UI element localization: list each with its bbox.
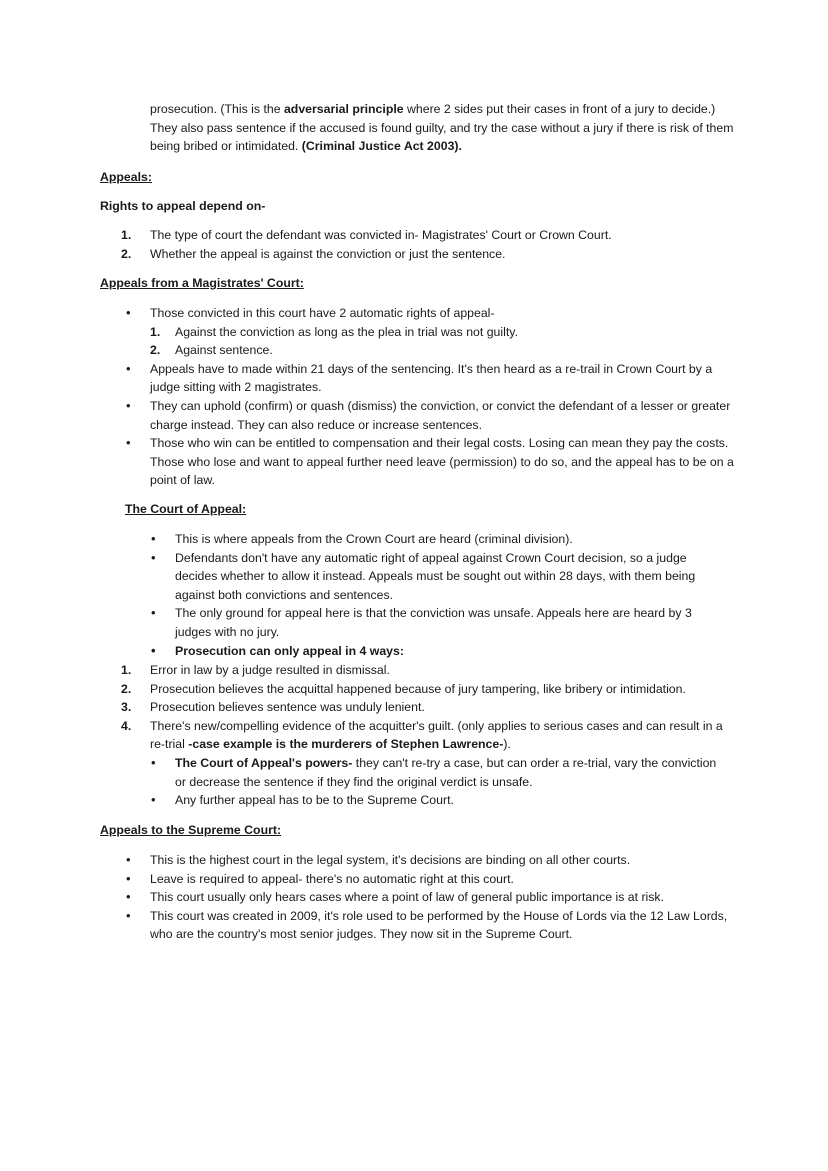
prosecution-ways-list bbox=[121, 661, 735, 754]
list-item: • Any further appeal has to be to the Supreme Court. bbox=[175, 791, 730, 810]
list-item: • The Court of Appeal's powers- they can't re-try a case, but can order a re-trial, vary the conviction or decrease the sentence if they find the original verdict is unsafe. bbox=[175, 754, 730, 791]
court-of-appeal-heading: The Court of Appeal: bbox=[125, 502, 247, 516]
supreme-court-heading: Appeals to the Supreme Court: bbox=[100, 823, 282, 837]
list-item: 2. Against sentence. bbox=[150, 343, 273, 358]
list-item: 2. Prosecution believes the acquittal happened because of jury tampering, like bribery or intimidation. bbox=[121, 681, 686, 696]
list-item: • The only ground for appeal here is that the conviction was unsafe. Appeals here are heard by 3 judges with no jury. bbox=[175, 604, 730, 641]
list-item: • Prosecution can only appeal in 4 ways: bbox=[175, 642, 730, 661]
list-item: 1. Against the conviction as long as the plea in trial was not guilty. bbox=[150, 324, 518, 339]
list-item: • This is the highest court in the legal system, it's decisions are binding on all other courts. bbox=[150, 851, 735, 870]
intro-text-1: prosecution. (This is the bbox=[150, 102, 284, 116]
list-item: 4. There's new/compelling evidence of the acquitter's guilt. (only applies to serious cases and can result in a re-trial -case example is the murderers of Stephen Lawrence-). bbox=[121, 718, 723, 752]
magistrates-list bbox=[150, 304, 735, 490]
appeals-heading: Appeals: bbox=[100, 170, 152, 184]
list-item: • Appeals have to made within 21 days of the sentencing. It's then heard as a re-trail in Crown Court by a judge sitting with 2 magistrates. bbox=[150, 360, 735, 397]
court-powers-list bbox=[175, 754, 730, 810]
list-item: • Defendants don't have any automatic right of appeal against Crown Court decision, so a judge decides whether to allow it instead. Appeals must be sought out within 28 days, with them being against both convictions and sentences. bbox=[175, 549, 730, 605]
intro-text-2: where 2 sides put their cases in front of a jury to decide.) They also pass sentence if the accused is found guilty, and try the case without a jury if there is risk of them being bribed or intimidated. bbox=[150, 102, 734, 154]
list-item: • Those who win can be entitled to compensation and their legal costs. Losing can mean they pay the costs. Those who lose and want to appeal further need leave (permission) to do so, and the appeal has to be on a point of law. bbox=[150, 434, 735, 490]
intro-bold-act: (Criminal Justice Act 2003). bbox=[301, 139, 462, 154]
magistrates-sublist bbox=[150, 323, 735, 360]
list-item: • This court was created in 2009, it's role used to be performed by the House of Lords via the 12 Law Lords, who are the country's most senior judges. They now sit in the Supreme Court. bbox=[150, 907, 735, 944]
list-item: 2. Whether the appeal is against the conviction or just the sentence. bbox=[121, 246, 506, 261]
list-item: • Leave is required to appeal- there's no automatic right at this court. bbox=[150, 870, 735, 889]
rights-list bbox=[121, 226, 750, 263]
rights-heading: Rights to appeal depend on- bbox=[100, 199, 266, 213]
court-of-appeal-list bbox=[175, 530, 730, 660]
list-item: • This is where appeals from the Crown Court are heard (criminal division). bbox=[175, 530, 730, 549]
list-item: 1. Error in law by a judge resulted in dismissal. bbox=[121, 663, 390, 677]
intro-bold-term: adversarial principle bbox=[283, 102, 404, 116]
list-item: 3. Prosecution believes sentence was unduly lenient. bbox=[121, 700, 425, 715]
list-item: • Those convicted in this court have 2 automatic rights of appeal- 1. Against the conviction as long as the plea in trial was not guilty. 2. Against sentence. bbox=[150, 304, 735, 360]
list-item: • This court usually only hears cases where a point of law of general public importance is at risk. bbox=[150, 888, 735, 907]
supreme-court-list bbox=[150, 851, 735, 944]
magistrates-heading: Appeals from a Magistrates' Court: bbox=[100, 276, 304, 290]
intro-paragraph bbox=[150, 100, 735, 156]
list-item: 1. The type of court the defendant was convicted in- Magistrates' Court or Crown Court. bbox=[121, 228, 612, 242]
list-item: • They can uphold (confirm) or quash (dismiss) the conviction, or convict the defendant of a lesser or greater charge instead. They can also reduce or increase sentences. bbox=[150, 397, 735, 434]
